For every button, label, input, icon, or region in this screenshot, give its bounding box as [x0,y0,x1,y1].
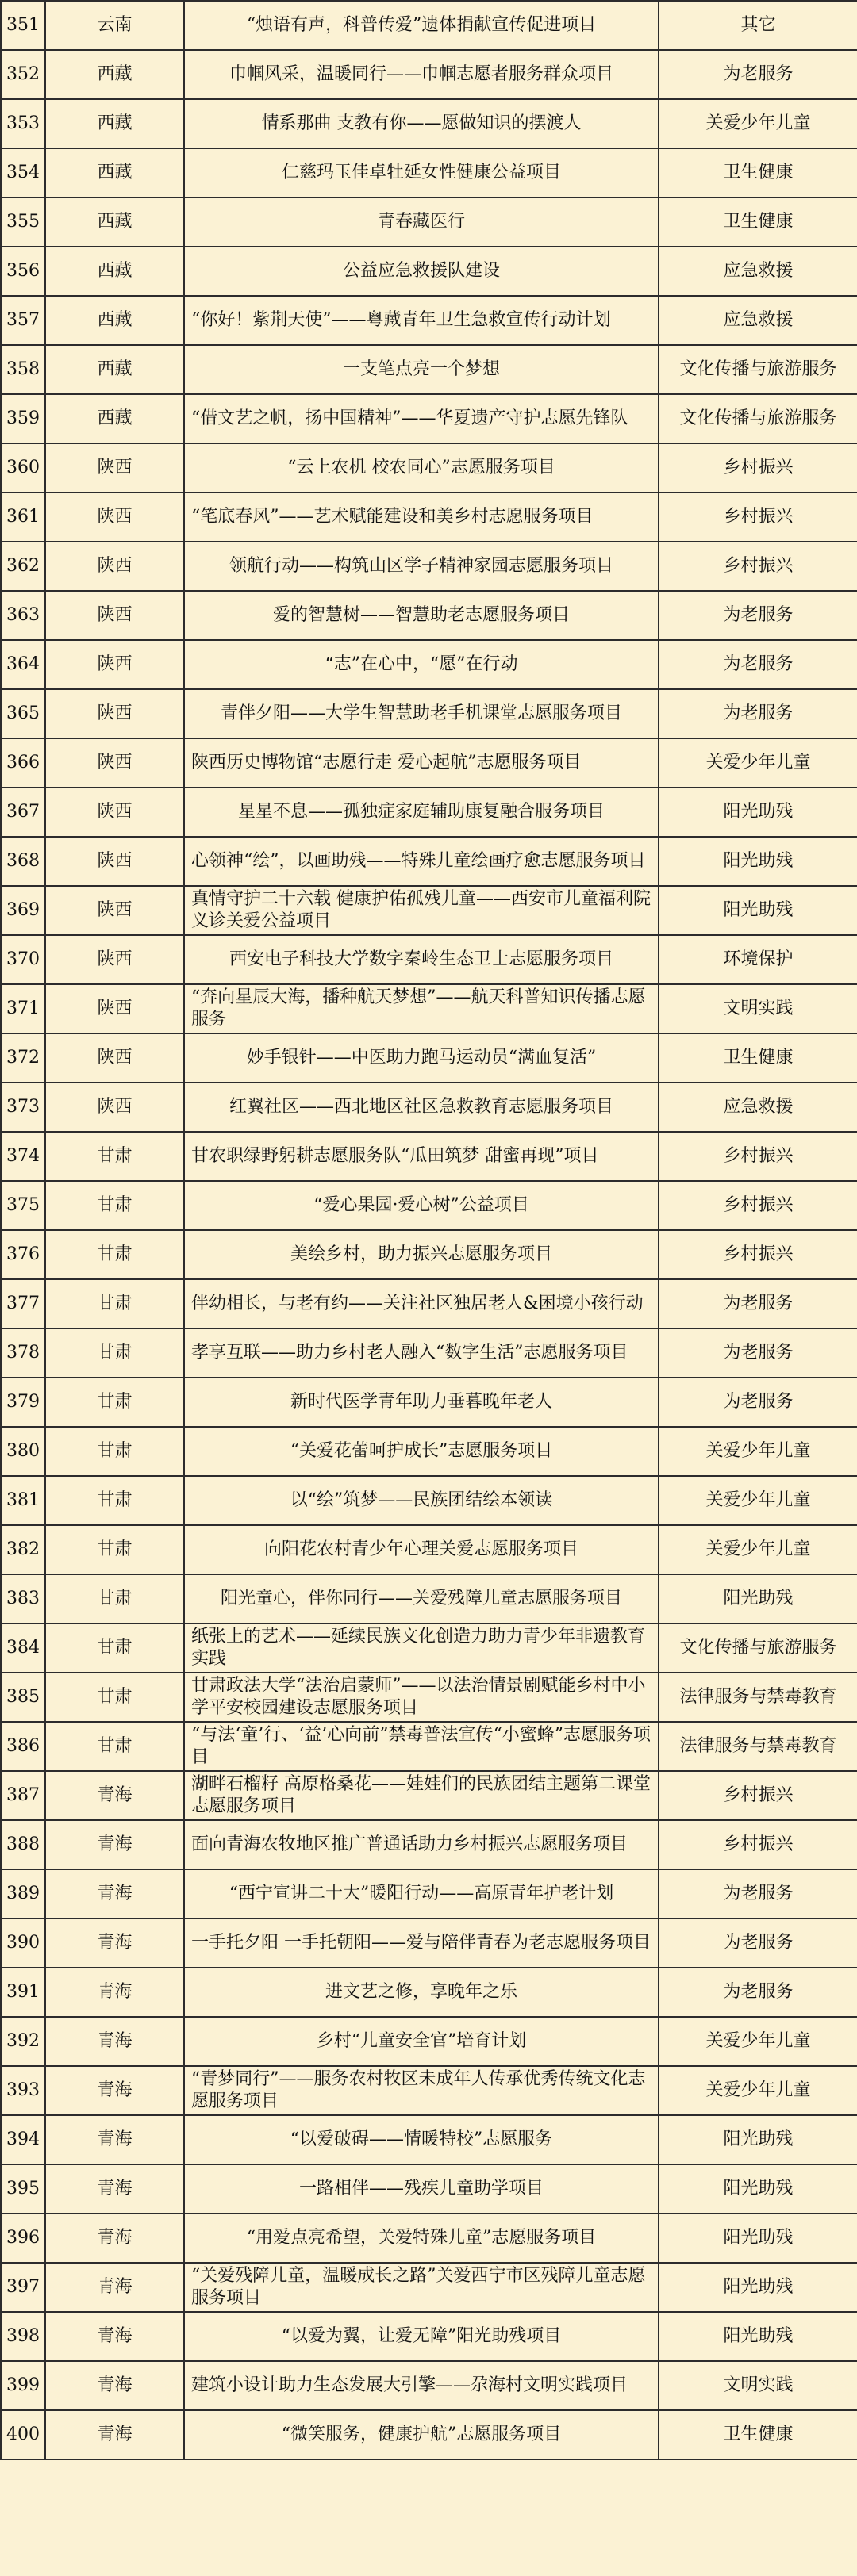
province-cell: 西藏 [45,197,184,247]
province-cell: 西藏 [45,296,184,345]
province-cell: 青海 [45,1968,184,2017]
project-name-cell: 心领神“绘”，以画助残——特殊儿童绘画疗愈志愿服务项目 [184,837,659,886]
row-number-cell: 355 [1,197,45,247]
row-number-cell: 357 [1,296,45,345]
row-number-cell: 359 [1,394,45,443]
row-number-cell: 379 [1,1378,45,1427]
province-cell: 甘肃 [45,1427,184,1476]
row-number-cell: 365 [1,689,45,738]
category-cell: 文明实践 [659,2361,857,2410]
table-row [1,591,857,640]
province-cell: 陕西 [45,935,184,984]
table-row [1,493,857,542]
province-cell: 青海 [45,1771,184,1820]
project-name-cell: 青春藏医行 [184,197,659,247]
province-cell: 陕西 [45,640,184,689]
row-number-cell: 392 [1,2017,45,2066]
category-cell: 应急救援 [659,296,857,345]
project-name-cell: “你好！紫荆天使”——粤藏青年卫生急救宣传行动计划 [184,296,659,345]
province-cell: 青海 [45,1919,184,1968]
table-row [1,1919,857,1968]
row-number-cell: 376 [1,1230,45,1279]
table-row [1,886,857,935]
category-cell: 卫生健康 [659,148,857,197]
category-cell: 为老服务 [659,1279,857,1328]
project-name-cell: 真情守护二十六载 健康护佑孤残儿童——西安市儿童福利院义诊关爱公益项目 [184,886,659,935]
table-row [1,2263,857,2312]
category-cell: 卫生健康 [659,2410,857,2459]
category-cell: 为老服务 [659,1328,857,1378]
project-name-cell: 进文艺之修，享晚年之乐 [184,1968,659,2017]
category-cell: 为老服务 [659,1378,857,1427]
row-number-cell: 352 [1,50,45,99]
table-row [1,1033,857,1083]
table-row [1,689,857,738]
table-row [1,837,857,886]
project-name-cell: “西宁宣讲二十大”暖阳行动——高原青年护老计划 [184,1869,659,1919]
row-number-cell: 362 [1,542,45,591]
table-row [1,1820,857,1869]
category-cell: 阳光助残 [659,2263,857,2312]
category-cell: 乡村振兴 [659,1181,857,1230]
table-row [1,1673,857,1722]
project-name-cell: “与法‘童’行、‘益’心向前”禁毒普法宣传“小蜜蜂”志愿服务项目 [184,1722,659,1771]
table-row [1,247,857,296]
province-cell: 云南 [45,1,184,50]
row-number-cell: 353 [1,99,45,148]
category-cell: 应急救援 [659,1083,857,1132]
row-number-cell: 394 [1,2115,45,2164]
row-number-cell: 380 [1,1427,45,1476]
project-name-cell: 纸张上的艺术——延续民族文化创造力助力青少年非遗教育实践 [184,1623,659,1673]
province-cell: 甘肃 [45,1328,184,1378]
row-number-cell: 368 [1,837,45,886]
category-cell: 关爱少年儿童 [659,738,857,788]
category-cell: 关爱少年儿童 [659,1525,857,1574]
province-cell: 青海 [45,2361,184,2410]
table-row [1,984,857,1033]
project-name-cell: 青伴夕阳——大学生智慧助老手机课堂志愿服务项目 [184,689,659,738]
project-name-cell: 建筑小设计助力生态发展大引擎——尕海村文明实践项目 [184,2361,659,2410]
province-cell: 青海 [45,2164,184,2214]
category-cell: 关爱少年儿童 [659,1476,857,1525]
project-name-cell: “青梦同行”——服务农村牧区未成年人传承优秀传统文化志愿服务项目 [184,2066,659,2115]
row-number-cell: 367 [1,788,45,837]
project-name-cell: “奔向星辰大海，播种航天梦想”——航天科普知识传播志愿服务 [184,984,659,1033]
row-number-cell: 374 [1,1132,45,1181]
category-cell: 乡村振兴 [659,1132,857,1181]
project-name-cell: “关爱花蕾呵护成长”志愿服务项目 [184,1427,659,1476]
row-number-cell: 375 [1,1181,45,1230]
row-number-cell: 364 [1,640,45,689]
table-row [1,1722,857,1771]
category-cell: 法律服务与禁毒教育 [659,1673,857,1722]
table-row [1,935,857,984]
row-number-cell: 377 [1,1279,45,1328]
project-name-cell: “笔底春风”——艺术赋能建设和美乡村志愿服务项目 [184,493,659,542]
table-row [1,788,857,837]
province-cell: 陕西 [45,886,184,935]
category-cell: 为老服务 [659,689,857,738]
row-number-cell: 373 [1,1083,45,1132]
project-name-cell: 领航行动——构筑山区学子精神家园志愿服务项目 [184,542,659,591]
category-cell: 乡村振兴 [659,542,857,591]
project-name-cell: 公益应急救援队建设 [184,247,659,296]
table-row [1,1525,857,1574]
province-cell: 青海 [45,2017,184,2066]
table-row [1,1869,857,1919]
project-name-cell: 伴幼相长，与老有约——关注社区独居老人&困境小孩行动 [184,1279,659,1328]
project-name-cell: 妙手银针——中医助力跑马运动员“满血复活” [184,1033,659,1083]
table-row [1,1771,857,1820]
province-cell: 西藏 [45,50,184,99]
project-name-cell: “志”在心中，“愿”在行动 [184,640,659,689]
row-number-cell: 363 [1,591,45,640]
province-cell: 陕西 [45,1083,184,1132]
category-cell: 关爱少年儿童 [659,99,857,148]
table-row [1,1181,857,1230]
row-number-cell: 395 [1,2164,45,2214]
category-cell: 应急救援 [659,247,857,296]
category-cell: 环境保护 [659,935,857,984]
province-cell: 陕西 [45,542,184,591]
table-row [1,1623,857,1673]
category-cell: 卫生健康 [659,197,857,247]
project-name-cell: 孝享互联——助力乡村老人融入“数字生活”志愿服务项目 [184,1328,659,1378]
category-cell: 为老服务 [659,1968,857,2017]
category-cell: 法律服务与禁毒教育 [659,1722,857,1771]
category-cell: 乡村振兴 [659,1820,857,1869]
row-number-cell: 354 [1,148,45,197]
table-row [1,2312,857,2361]
category-cell: 阳光助残 [659,788,857,837]
province-cell: 甘肃 [45,1476,184,1525]
category-cell: 阳光助残 [659,2115,857,2164]
category-cell: 关爱少年儿童 [659,1427,857,1476]
table-row [1,2214,857,2263]
project-name-cell: “爱心果园·爱心树”公益项目 [184,1181,659,1230]
row-number-cell: 371 [1,984,45,1033]
table-row [1,99,857,148]
province-cell: 陕西 [45,788,184,837]
table-row [1,1230,857,1279]
province-cell: 甘肃 [45,1722,184,1771]
table-row [1,1476,857,1525]
row-number-cell: 369 [1,886,45,935]
row-number-cell: 360 [1,443,45,493]
category-cell: 阳光助残 [659,1574,857,1623]
category-cell: 乡村振兴 [659,1771,857,1820]
project-name-cell: 仁慈玛玉佳卓牡延女性健康公益项目 [184,148,659,197]
province-cell: 甘肃 [45,1279,184,1328]
row-number-cell: 387 [1,1771,45,1820]
row-number-cell: 356 [1,247,45,296]
project-name-cell: “烛语有声，科普传爱”遗体捐献宣传促进项目 [184,1,659,50]
project-name-cell: 爱的智慧树——智慧助老志愿服务项目 [184,591,659,640]
province-cell: 西藏 [45,148,184,197]
table-body [1,1,857,2459]
table-row [1,148,857,197]
project-name-cell: 西安电子科技大学数字秦岭生态卫士志愿服务项目 [184,935,659,984]
province-cell: 陕西 [45,591,184,640]
project-name-cell: 一支笔点亮一个梦想 [184,345,659,394]
province-cell: 甘肃 [45,1574,184,1623]
row-number-cell: 378 [1,1328,45,1378]
project-name-cell: 乡村“儿童安全官”培育计划 [184,2017,659,2066]
project-name-cell: “用爱点亮希望，关爱特殊儿童”志愿服务项目 [184,2214,659,2263]
table-row [1,2115,857,2164]
category-cell: 文化传播与旅游服务 [659,345,857,394]
province-cell: 青海 [45,2263,184,2312]
category-cell: 阳光助残 [659,837,857,886]
table-row [1,1083,857,1132]
category-cell: 文化传播与旅游服务 [659,394,857,443]
province-cell: 西藏 [45,247,184,296]
table-row [1,1378,857,1427]
province-cell: 甘肃 [45,1623,184,1673]
province-cell: 西藏 [45,99,184,148]
province-cell: 青海 [45,2214,184,2263]
row-number-cell: 396 [1,2214,45,2263]
category-cell: 乡村振兴 [659,443,857,493]
province-cell: 陕西 [45,689,184,738]
project-name-cell: 一手托夕阳 一手托朝阳——爱与陪伴青春为老志愿服务项目 [184,1919,659,1968]
table-row [1,2164,857,2214]
row-number-cell: 393 [1,2066,45,2115]
province-cell: 陕西 [45,493,184,542]
project-name-cell: “关爱残障儿童，温暖成长之路”关爱西宁市区残障儿童志愿服务项目 [184,2263,659,2312]
province-cell: 甘肃 [45,1673,184,1722]
province-cell: 青海 [45,1820,184,1869]
table-row [1,542,857,591]
project-name-cell: 新时代医学青年助力垂暮晚年老人 [184,1378,659,1427]
row-number-cell: 399 [1,2361,45,2410]
project-name-cell: “以爱破碍——情暖特校”志愿服务 [184,2115,659,2164]
project-name-cell: 一路相伴——残疾儿童助学项目 [184,2164,659,2214]
province-cell: 甘肃 [45,1181,184,1230]
row-number-cell: 370 [1,935,45,984]
project-name-cell: 陕西历史博物馆“志愿行走 爱心起航”志愿服务项目 [184,738,659,788]
row-number-cell: 389 [1,1869,45,1919]
category-cell: 乡村振兴 [659,493,857,542]
project-name-cell: “云上农机 校农同心”志愿服务项目 [184,443,659,493]
project-name-cell: 甘农职绿野躬耕志愿服务队“瓜田筑梦 甜蜜再现”项目 [184,1132,659,1181]
province-cell: 陕西 [45,1033,184,1083]
province-cell: 甘肃 [45,1525,184,1574]
table-row [1,1279,857,1328]
table-row [1,2017,857,2066]
table-row [1,2066,857,2115]
table-row [1,443,857,493]
table-row [1,2361,857,2410]
category-cell: 卫生健康 [659,1033,857,1083]
row-number-cell: 351 [1,1,45,50]
project-name-cell: “借文艺之帆，扬中国精神”——华夏遗产守护志愿先锋队 [184,394,659,443]
row-number-cell: 366 [1,738,45,788]
project-name-cell: 以“绘”筑梦——民族团结绘本领读 [184,1476,659,1525]
row-number-cell: 388 [1,1820,45,1869]
row-number-cell: 383 [1,1574,45,1623]
category-cell: 其它 [659,1,857,50]
row-number-cell: 372 [1,1033,45,1083]
row-number-cell: 398 [1,2312,45,2361]
category-cell: 为老服务 [659,640,857,689]
row-number-cell: 381 [1,1476,45,1525]
project-name-cell: 湖畔石榴籽 高原格桑花——娃娃们的民族团结主题第二课堂志愿服务项目 [184,1771,659,1820]
province-cell: 甘肃 [45,1378,184,1427]
province-cell: 青海 [45,2410,184,2459]
province-cell: 青海 [45,2115,184,2164]
table-row [1,1328,857,1378]
province-cell: 陕西 [45,837,184,886]
row-number-cell: 391 [1,1968,45,2017]
table-row [1,1574,857,1623]
category-cell: 文化传播与旅游服务 [659,1623,857,1673]
project-name-cell: 甘肃政法大学“法治启蒙师”——以法治情景剧赋能乡村中小学平安校园建设志愿服务项目 [184,1673,659,1722]
table-row [1,1968,857,2017]
table-row [1,1132,857,1181]
table-row [1,394,857,443]
project-name-cell: “微笑服务，健康护航”志愿服务项目 [184,2410,659,2459]
category-cell: 为老服务 [659,50,857,99]
category-cell: 阳光助残 [659,886,857,935]
project-name-cell: 红翼社区——西北地区社区急救教育志愿服务项目 [184,1083,659,1132]
table-row [1,197,857,247]
province-cell: 青海 [45,2312,184,2361]
province-cell: 甘肃 [45,1132,184,1181]
category-cell: 阳光助残 [659,2214,857,2263]
row-number-cell: 358 [1,345,45,394]
project-name-cell: 向阳花农村青少年心理关爱志愿服务项目 [184,1525,659,1574]
project-name-cell: 阳光童心，伴你同行——关爱残障儿童志愿服务项目 [184,1574,659,1623]
category-cell: 关爱少年儿童 [659,2066,857,2115]
row-number-cell: 385 [1,1673,45,1722]
category-cell: 阳光助残 [659,2312,857,2361]
table-row [1,738,857,788]
table-row [1,345,857,394]
province-cell: 西藏 [45,394,184,443]
project-name-cell: 面向青海农牧地区推广普通话助力乡村振兴志愿服务项目 [184,1820,659,1869]
row-number-cell: 386 [1,1722,45,1771]
row-number-cell: 390 [1,1919,45,1968]
project-name-cell: “以爱为翼，让爱无障”阳光助残项目 [184,2312,659,2361]
category-cell: 乡村振兴 [659,1230,857,1279]
table-row [1,640,857,689]
row-number-cell: 361 [1,493,45,542]
province-cell: 陕西 [45,738,184,788]
category-cell: 阳光助残 [659,2164,857,2214]
table-row [1,1,857,50]
category-cell: 文明实践 [659,984,857,1033]
category-cell: 为老服务 [659,1869,857,1919]
table-row [1,2410,857,2459]
province-cell: 陕西 [45,984,184,1033]
province-cell: 陕西 [45,443,184,493]
province-cell: 甘肃 [45,1230,184,1279]
project-name-cell: 巾帼风采，温暖同行——巾帼志愿者服务群众项目 [184,50,659,99]
project-name-cell: 情系那曲 支教有你——愿做知识的摆渡人 [184,99,659,148]
project-name-cell: 星星不息——孤独症家庭辅助康复融合服务项目 [184,788,659,837]
row-number-cell: 400 [1,2410,45,2459]
row-number-cell: 384 [1,1623,45,1673]
category-cell: 关爱少年儿童 [659,2017,857,2066]
province-cell: 青海 [45,2066,184,2115]
table-row [1,296,857,345]
row-number-cell: 382 [1,1525,45,1574]
table-row [1,50,857,99]
category-cell: 为老服务 [659,1919,857,1968]
province-cell: 青海 [45,1869,184,1919]
project-name-cell: 美绘乡村，助力振兴志愿服务项目 [184,1230,659,1279]
table-row [1,1427,857,1476]
row-number-cell: 397 [1,2263,45,2312]
category-cell: 为老服务 [659,591,857,640]
province-cell: 西藏 [45,345,184,394]
